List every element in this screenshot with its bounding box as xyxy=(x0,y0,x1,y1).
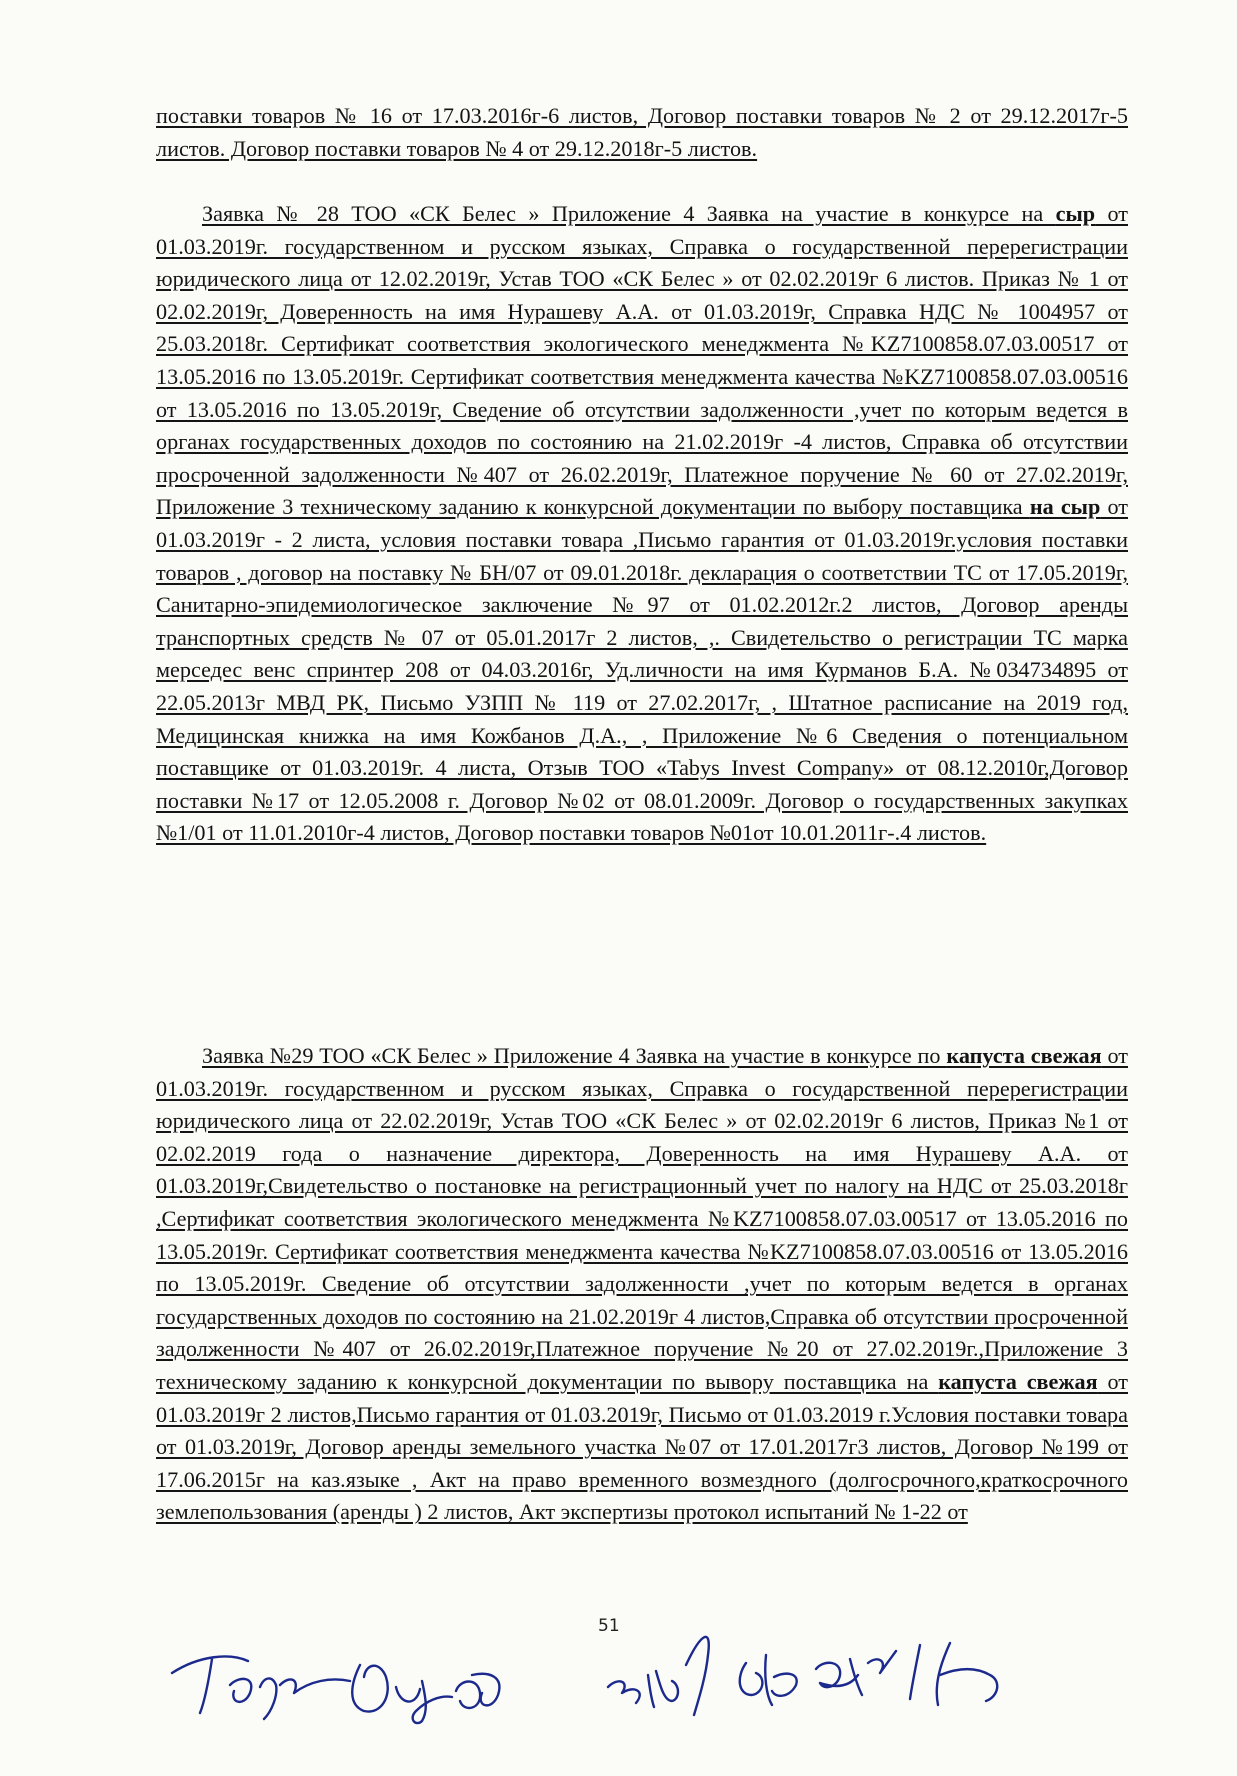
signature-2 xyxy=(608,1637,997,1715)
app28-bold-2: на сыр xyxy=(1029,494,1101,520)
app28-text-3: от 01.03.2019г - 2 листа, условия поставки товара ,Письмо гарантия от 01.03.2019г.условия поставки товаров , договор на поставку № БН/07 от 09.01.2018г. декларация о соответствии ТС от 17.05.2019г, Санитарно-эпидемиологическое заключение №97 от 01.02.2012г.2 листов, Договор аренды транспортных средств № 07 от 05.01.2017г 2 листов, ,. Свидетельство о регистрации ТС марка мерседес венс спринтер 208 от 04.03.2016г, Уд.личности на имя Курманов Б.А. №034734895 от 22.05.2013г МВД РК, Письмо УЗПП № 119 от 27.02.2017г, , Штатное расписание на 2019 год, Медицинская книжка на имя Кожбанов Д.А., , Приложение №6 Сведения о потенциальном поставщике от 01.03.2019г. 4 листа, Отзыв ТОО «Tabys Invest Company» от 08.12.2010г,Договор поставки №17 от 12.05.2008 г. Договор №02 от 08.01.2009г. Договор о государственных закупках №1/01 от 11.01.2010г-4 листов, Договор поставки товаров №01от 10.01.2011г-.4 листов. xyxy=(156,494,1129,846)
paragraph-application-29 xyxy=(156,1040,1128,1529)
app29-text-2: от 01.03.2019г. государственном и русском языках, Справка о государственной перерегистрации юридического лица от 22.02.2019г, Устав ТОО «СК Белес » от 02.02.2019г 6 листов, Приказ №1 от 02.02.2019 года о назначение директора, Доверенность на имя Нурашеву А.А. от 01.03.2019г,Свидетельство о постановке на регистрационный учет по налогу на НДС от 25.03.2018г ,Сертификат соответствия экологического менеджмента №KZ7100858.07.03.00517 от 13.05.2016 по 13.05.2019г. Сертификат соответствия менеджмента качества №KZ7100858.07.03.00516 от 13.05.2016 по 13.05.2019г. Сведение об отсутствии задолженности ,учет по которым ведется в органах государственных доходов по состоянию на 21.02.2019г 4 листов,Справка об отсутствии просроченной задолженности №407 от 26.02.2019г,Платежное поручение №20 от 27.02.2019г.,Приложение 3 техническому заданию к конкурсной документации по вывору поставщика на xyxy=(156,1043,1129,1394)
app28-text-1: Заявка № 28 ТОО «СК Белес » Приложение 4 Заявка на участие в конкурсе на xyxy=(202,201,1056,226)
app29-bold-1: капуста свежая xyxy=(946,1043,1102,1068)
app29-text-1: Заявка №29 ТОО «СК Белес » Приложение 4 Заявка на участие в конкурсе по xyxy=(202,1043,947,1068)
app28-text-2: от 01.03.2019г. государственном и русском языках, Справка о государственной перерегистрации юридического лица от 12.02.2019г, Устав ТОО «СК Белес » от 02.02.2019г 6 листов. Приказ № 1 от 02.02.2019г, Доверенность на имя Нурашеву А.А. от 01.03.2019г, Справка НДС № 1004957 от 25.03.2018г. Сертификат соответствия экологического менеджмента №KZ7100858.07.03.00517 от 13.05.2016 по 13.05.2019г. Сертификат соответствия менеджмента качества №KZ7100858.07.03.00516 от 13.05.2016 по 13.05.2019г, Сведение об отсутствии задолженности ,учет по которым ведется в органах государственных доходов по состоянию на 21.02.2019г -4 листов, Справка об отсутствии просроченной задолженности №407 от 26.02.2019г, Платежное поручение № 60 от 27.02.2019г, Приложение 3 техническому заданию к конкурсной документации по выбору поставщика xyxy=(156,201,1128,520)
paragraph-continuation-text: поставки товаров № 16 от 17.03.2016г-6 листов, Договор поставки товаров № 2 от 29.12.2017г-5 листов. Договор поставки товаров № 4 от 29.12.2018г-5 листов. xyxy=(156,103,1128,161)
page-number: 51 xyxy=(598,1616,620,1636)
paragraph-continuation xyxy=(156,100,1128,165)
paragraph-application-28 xyxy=(156,198,1128,850)
signatures xyxy=(160,1615,1140,1725)
app29-text-3: от 01.03.2019г 2 листов,Письмо гарантия от 01.03.2019г, Письмо от 01.03.2019 г.Условия поставки товара от 01.03.2019г, Договор аренды земельного участка №07 от 17.01.2017г3 листов, Договор №199 от 17.06.2015г на каз.языке , Акт на право временного возмездного (долгосрочного,краткосрочного землепользования (аренды ) 2 листов, Акт экспертизы протокол испытаний № 1-22 от xyxy=(156,1368,1128,1525)
app28-bold-1: сыр xyxy=(1055,201,1096,226)
signature-1 xyxy=(172,1657,499,1724)
app29-bold-2: капуста свежая xyxy=(938,1368,1098,1394)
